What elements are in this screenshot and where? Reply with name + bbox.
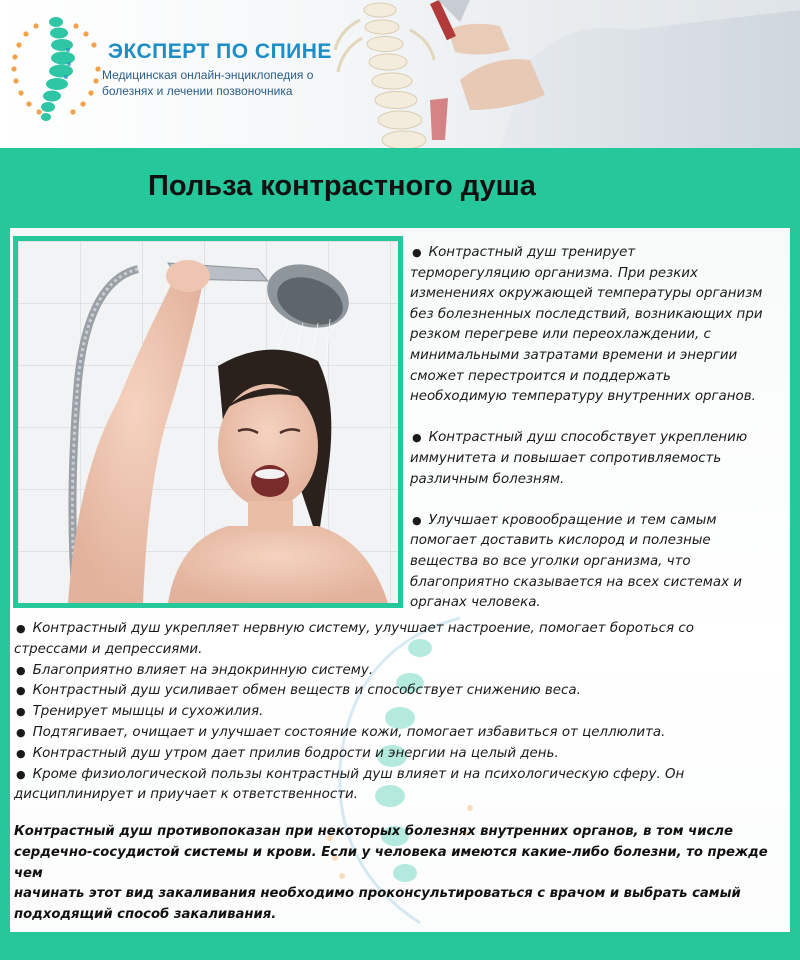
content-panel [10, 228, 790, 932]
contraindication-warning [14, 822, 782, 926]
bullet-icon: ● [16, 684, 26, 698]
bullet-icon: ● [412, 431, 422, 445]
warning-line: Контрастный душ противопоказан при некоторых болезнях внутренних органов, в том числе [14, 824, 733, 839]
bullet-icon: ● [16, 663, 26, 677]
bullet-icon: ● [16, 622, 26, 635]
list-item: ● Тренирует мышцы и сухожилия. [16, 704, 264, 720]
list-item: ● Благоприятно влияет на эндокринную систему. [16, 662, 374, 678]
title-band [0, 160, 800, 218]
list-item: ● Контрастный душ тренирует терморегуляцию организма. При резких изменениях окружающей температуры организм без болезненных последствий, возникающих при резком перегреве или переохлаждении, с минимальными затратами времени и энергии сможет перестроится и поддержать необходимую температуру внутренних органов. [410, 245, 763, 405]
left-bullet-list [14, 619, 784, 806]
shower-photo-frame [13, 236, 403, 608]
warning-line: начинать этот вид закаливания необходимо проконсультироваться с врачом и выбрать самый [14, 886, 741, 902]
brand-title[interactable]: ЭКСПЕРТ ПО СПИНЕ [108, 40, 332, 63]
woman-shower-photo [18, 241, 398, 603]
bullet-icon: ● [16, 767, 26, 781]
doctor-spine-illustration [330, 0, 800, 148]
bullet-icon: ● [16, 746, 26, 760]
warning-line: сердечно-сосудистой системы и крови. Если у человека имеются какие-либо болезни, то прежде чем [14, 844, 768, 881]
page-title: Польза контрастного душа [148, 170, 536, 202]
brand-subtitle-line: болезнях и лечении позвоночника [102, 84, 293, 98]
brand-subtitle [102, 67, 352, 99]
bullet-icon: ● [412, 513, 422, 527]
right-bullet-list [410, 243, 782, 634]
list-item: ● Контрастный душ укрепляет нервную систему, улучшает настроение, помогает бороться со стрессами и депрессиями. [14, 621, 694, 657]
bullet-icon: ● [16, 725, 26, 739]
list-item: ● Контрастный душ утром дает прилив бодрости и энергии на целый день. [16, 745, 559, 761]
list-item: ● Кроме физиологической пользы контрастный душ влияет и на психологическую сферу. Он дисциплинирует и приучает к ответственности. [14, 766, 685, 803]
list-item: ● Улучшает кровообращение и тем самым помогает доставить кислород и полезные вещества во все уголки организма, что благоприятно сказывается на всех системах и органах человека. [410, 512, 742, 611]
brand-subtitle-line: Медицинская онлайн-энциклопедия о [102, 68, 314, 82]
bullet-icon: ● [16, 705, 26, 719]
list-item: ● Контрастный душ способствует укреплению иммунитета и повышает сопротивляемость различным болезням. [410, 430, 748, 487]
bullet-icon: ● [412, 246, 422, 259]
spine-logo-icon [6, 8, 106, 126]
site-header [0, 0, 800, 148]
warning-line: подходящий способ закаливания. [14, 907, 277, 923]
list-item: ● Подтягивает, очищает и улучшает состояние кожи, помогает избавиться от целлюлита. [16, 724, 666, 740]
list-item: ● Контрастный душ усиливает обмен веществ и способствует снижению веса. [16, 683, 581, 699]
